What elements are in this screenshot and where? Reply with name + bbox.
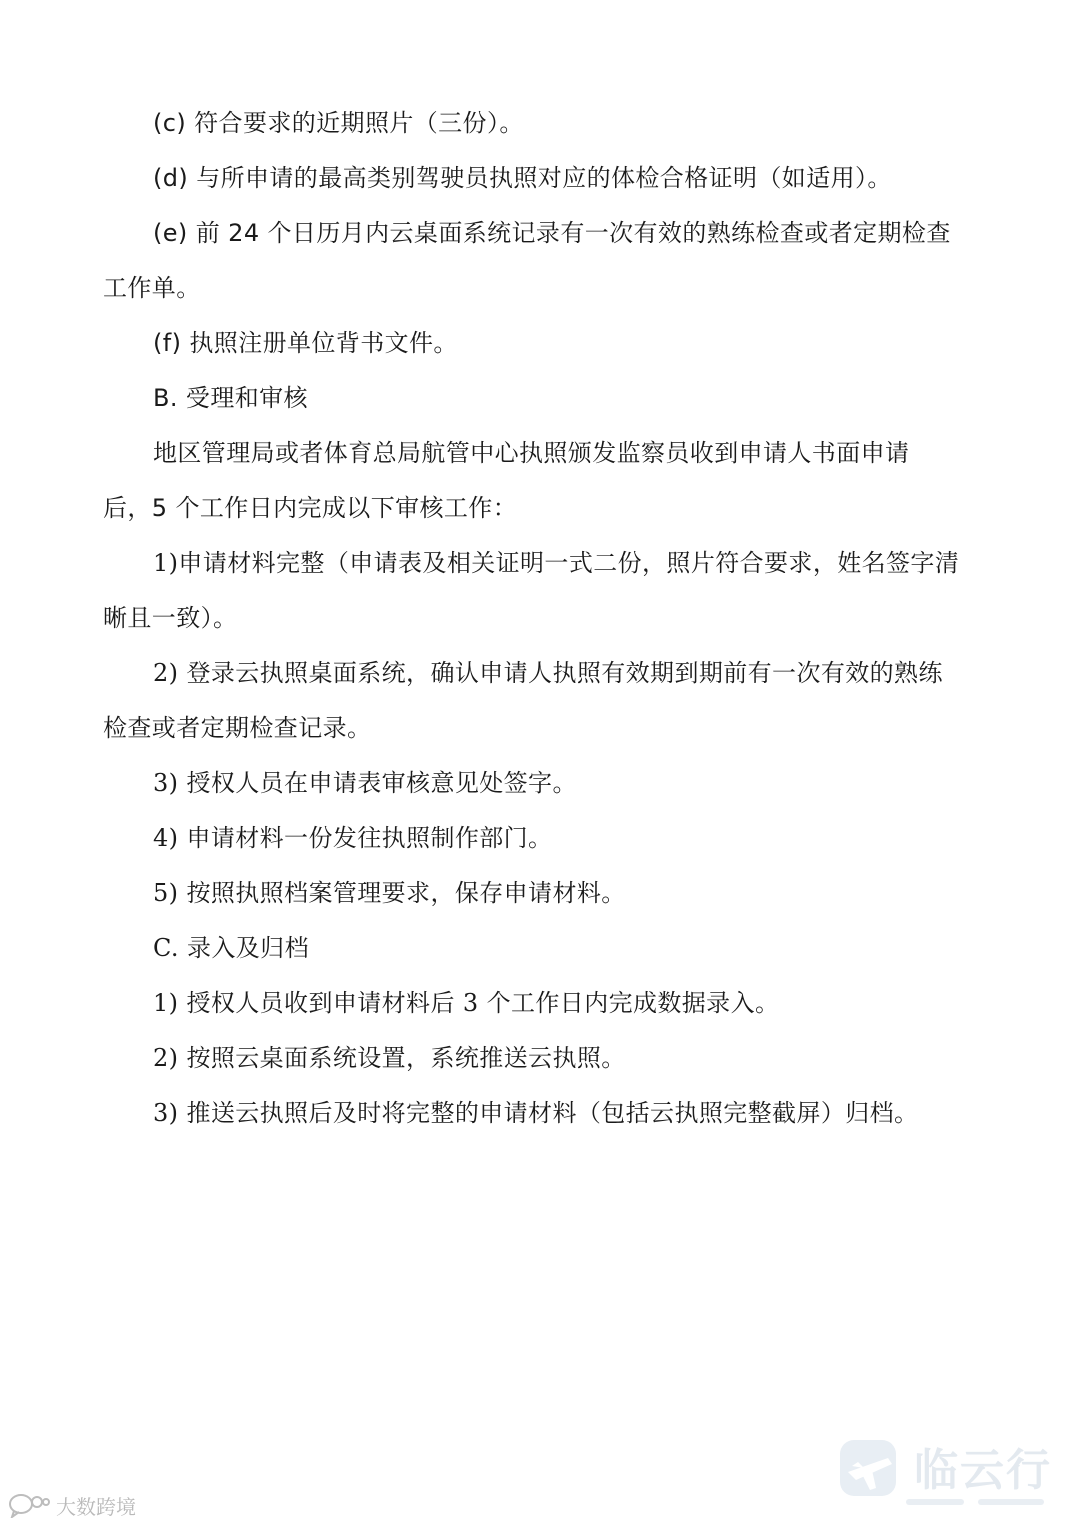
review-item-2-continued: 检查或者定期检查记录。: [103, 714, 372, 742]
review-item-4: 4) 申请材料一份发往执照制作部门。: [153, 824, 553, 852]
item-e: (e) 前 24 个日历月内云桌面系统记录有一次有效的熟练检查或者定期检查: [153, 219, 951, 247]
item-e-continued: 工作单。: [103, 274, 201, 302]
watermark-right-text: 临云行: [914, 1445, 1052, 1496]
section-b-paragraph-continued: 后，5 个工作日内完成以下审核工作：: [103, 494, 518, 522]
archive-item-1: 1) 授权人员收到申请材料后 3 个工作日内完成数据录入。: [153, 989, 780, 1017]
review-item-1: 1)申请材料完整（申请表及相关证明一式二份，照片符合要求，姓名签字清: [153, 549, 960, 577]
watermark-right: [836, 1428, 1066, 1520]
section-b-paragraph: 地区管理局或者体育总局航管中心执照颁发监察员收到申请人书面申请: [153, 439, 910, 467]
archive-item-3: 3) 推送云执照后及时将完整的申请材料（包括云执照完整截屏）归档。: [153, 1099, 919, 1127]
archive-item-2: 2) 按照云桌面系统设置，系统推送云执照。: [153, 1044, 626, 1072]
item-d: (d) 与所申请的最高类别驾驶员执照对应的体检合格证明（如适用）。: [153, 164, 892, 192]
section-b-heading: B. 受理和审核: [153, 384, 308, 412]
review-item-5: 5) 按照执照档案管理要求，保存申请材料。: [153, 879, 626, 907]
review-item-2: 2) 登录云执照桌面系统，确认申请人执照有效期到期前有一次有效的熟练: [153, 659, 943, 687]
review-item-3: 3) 授权人员在申请表审核意见处签字。: [153, 769, 577, 797]
chat-bubble-logo-icon: [8, 1492, 52, 1518]
section-c-heading: C. 录入及归档: [153, 934, 309, 962]
watermark-right-slogan: [906, 1496, 1046, 1511]
review-item-1-continued: 晰且一致）。: [103, 604, 238, 632]
watermark-left: [8, 1490, 136, 1520]
watermark-left-text: 大数跨境: [56, 1494, 136, 1519]
item-c: (c) 符合要求的近期照片（三份）。: [153, 109, 524, 137]
item-f: (f) 执照注册单位背书文件。: [153, 329, 458, 357]
